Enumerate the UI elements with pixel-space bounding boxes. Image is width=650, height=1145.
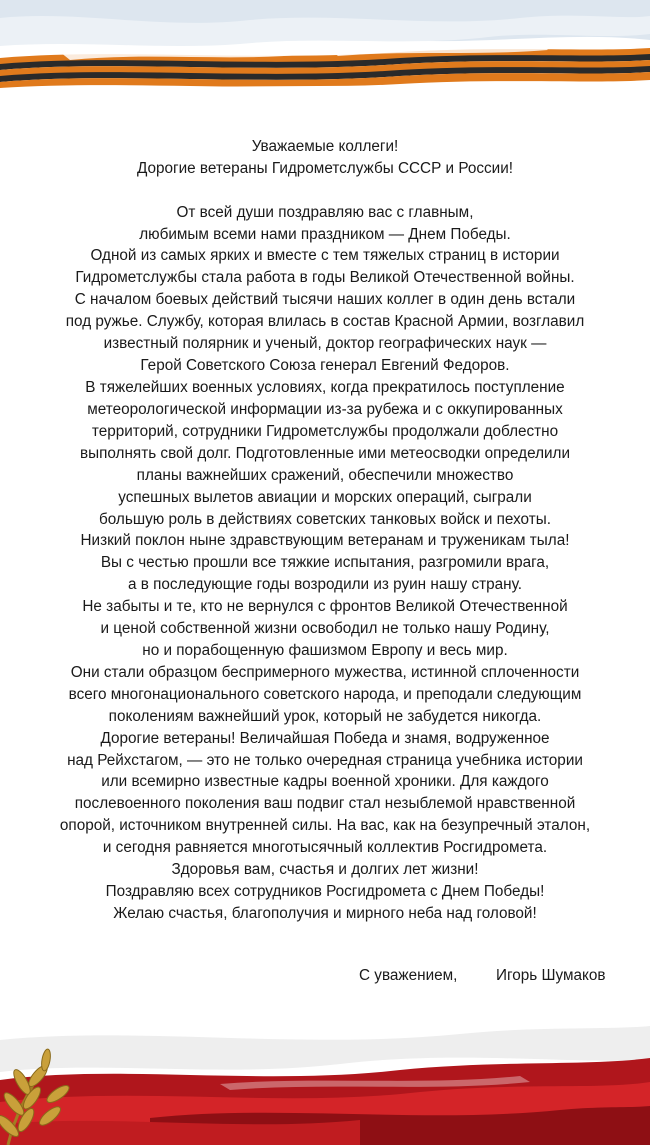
signature-closing: С уважением, bbox=[359, 967, 458, 984]
body-line: опорой, источником внутренней силы. На вас, как на безупречный эталон, bbox=[59, 817, 591, 834]
victory-flag-banner bbox=[0, 1020, 650, 1145]
body-line: С началом боевых действий тысячи наших коллег в один день встали bbox=[74, 291, 576, 308]
body-line: Низкий поклон ныне здравствующим ветеранам и труженикам тыла! bbox=[80, 532, 570, 549]
body-line: Здоровья вам, счастья и долгих лет жизни! bbox=[171, 861, 479, 878]
body-line: Поздравляю всех сотрудников Росгидромета с Днем Победы! bbox=[105, 883, 545, 900]
body-line: выполнять свой долг. Подготовленные ими метеосводки определили bbox=[79, 445, 571, 462]
signature-name: Игорь Шумаков bbox=[496, 967, 606, 984]
body-line: Гидрометслужбы стала работа в годы Великой Отечественной войны. bbox=[75, 269, 575, 286]
body-line: всего многонационального советского народа, и преподали следующим bbox=[68, 686, 582, 703]
body-line: Дорогие ветераны! Величайшая Победа и знамя, водруженное bbox=[100, 730, 550, 747]
body-line: и сегодня равняется многотысячный коллектив Росгидромета. bbox=[102, 839, 548, 856]
body-line: Они стали образцом беспримерного мужества, истинной сплоченности bbox=[70, 664, 580, 681]
body-line: В тяжелейших военных условиях, когда прекратилось поступление bbox=[85, 379, 565, 396]
body-line: большую роль в действиях советских танковых войск и пехоты. bbox=[99, 511, 551, 528]
body-line: планы важнейших сражений, обеспечили множество bbox=[136, 467, 514, 484]
body-line: под ружье. Службу, которая влилась в состав Красной Армии, возглавил bbox=[65, 313, 585, 330]
body-line: территорий, сотрудники Гидрометслужбы продолжали доблестно bbox=[91, 423, 559, 440]
body-line: или всемирно известные кадры военной хроники. Для каждого bbox=[101, 773, 549, 790]
st-george-ribbon-banner bbox=[0, 0, 650, 92]
body-line: Герой Советского Союза генерал Евгений Федоров. bbox=[140, 357, 510, 374]
greeting-line: Уважаемые коллеги! bbox=[251, 138, 399, 155]
body-line: но и порабощенную фашизмом Европу и весь мир. bbox=[142, 642, 508, 659]
body-line: Одной из самых ярких и вместе с тем тяжелых страниц в истории bbox=[90, 247, 560, 264]
body-line: успешных вылетов авиации и морских операций, сыграли bbox=[118, 489, 532, 506]
body-line: над Рейхстагом, — это не только очередная страница учебника истории bbox=[67, 752, 583, 769]
body-line: известный полярник и ученый, доктор географических наук — bbox=[103, 335, 547, 352]
body-line: метеорологической информации из-за рубежа и с оккупированных bbox=[87, 401, 563, 418]
body-line: От всей души поздравляю вас с главным, bbox=[176, 204, 474, 221]
body-line: поколениям важнейший урок, который не забудется никогда. bbox=[108, 708, 542, 725]
body-line: Не забыты и те, кто не вернулся с фронтов Великой Отечественной bbox=[82, 598, 568, 615]
greeting-line: Дорогие ветераны Гидрометслужбы СССР и России! bbox=[136, 160, 514, 177]
body-line: и ценой собственной жизни освободил не только нашу Родину, bbox=[100, 620, 550, 637]
body-line: Желаю счастья, благополучия и мирного неба над головой! bbox=[113, 905, 537, 922]
body-line: а в последующие годы возродили из руин нашу страну. bbox=[127, 576, 522, 593]
body-line: послевоенного поколения ваш подвиг стал незыблемой нравственной bbox=[74, 795, 576, 812]
body-line: любимым всеми нами праздником — Днем Победы. bbox=[139, 226, 511, 243]
body-line: Вы с честью прошли все тяжкие испытания, разгромили врага, bbox=[100, 554, 550, 571]
